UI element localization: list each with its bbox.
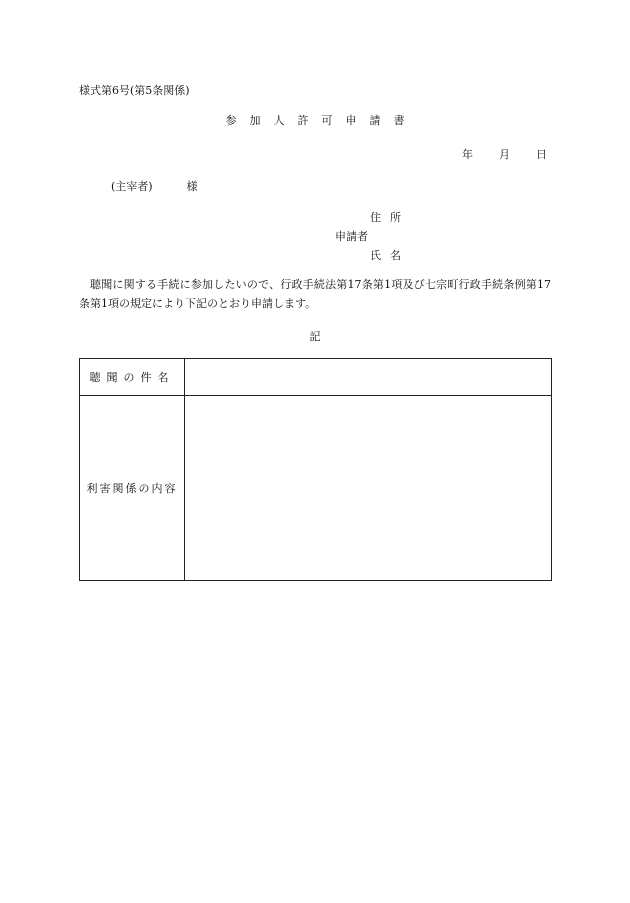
body-text: 聴聞に関する手続に参加したいので、行政手続法第17条第1項及び七宗町行政手続条例第17条第1項の規定により下記のとおり申請します。 xyxy=(79,278,551,310)
date-month-label: 月 xyxy=(499,148,510,161)
table-row-case xyxy=(80,359,552,396)
interest-field[interactable] xyxy=(185,396,552,581)
case-name-field[interactable] xyxy=(185,359,552,396)
ki-heading: 記 xyxy=(309,330,321,343)
name-label: 氏名 xyxy=(370,249,410,262)
addressee-honorific: 様 xyxy=(186,180,198,193)
addressee-role: (主宰者) xyxy=(111,180,153,193)
form-number: 様式第6号(第5条関係) xyxy=(79,84,190,97)
application-table xyxy=(79,358,552,581)
case-name-label-cell xyxy=(80,359,185,396)
page-title: 参加人許可申請書 xyxy=(225,114,418,127)
date-year-label: 年 xyxy=(462,148,473,161)
applicant-label: 申請者 xyxy=(335,230,368,243)
addressee xyxy=(111,178,198,194)
date-day-label: 日 xyxy=(536,148,547,161)
interest-label: 利害関係の内容 xyxy=(86,482,178,495)
table-row-interest xyxy=(80,396,552,581)
address-label: 住所 xyxy=(370,211,410,224)
date-line xyxy=(462,146,547,162)
interest-label-cell xyxy=(80,396,185,581)
case-name-label: 聴聞の件名 xyxy=(89,371,175,384)
